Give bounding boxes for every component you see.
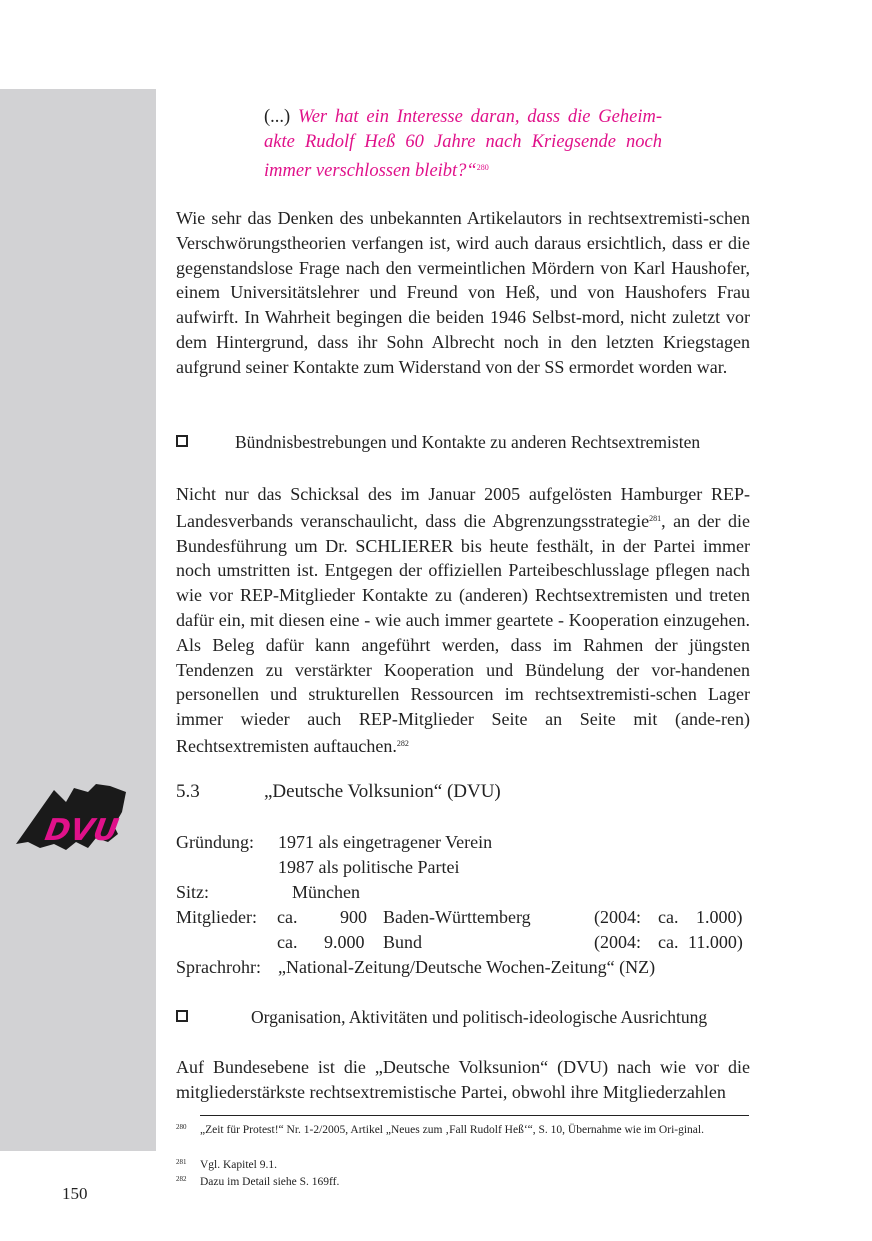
paragraph-dvu-bundesebene: Auf Bundesebene ist die „Deutsche Volksunion“ (DVU) nach wie vor die mitgliederstärkste rechtsextremistische Partei, obwohl ihre Mitgliederzahlen: [176, 1057, 750, 1102]
fact-row-mitglieder-bw: Mitglieder: ca. 900 Baden-Württemberg (2004: ca. 1.000): [176, 907, 743, 927]
page-number: 150: [62, 1184, 88, 1203]
footnote-ref-281[interactable]: 281: [649, 513, 662, 523]
heading-organisation: Organisation, Aktivitäten und politisch-ideologische Ausrichtung: [176, 1007, 750, 1028]
quote-ellipsis: (...): [264, 107, 291, 127]
fact-row-gruendung-2: 1987 als politische Partei: [278, 857, 460, 877]
footnote-280: 280 „Zeit für Protest!“ Nr. 1-2/2005, Artikel „Neues zum ‚Fall Rudolf Heß‘“, S. 10, Übernahme wie im Ori-ginal.: [176, 1123, 704, 1136]
section-title: „Deutsche Volksunion“ (DVU): [264, 781, 501, 802]
footnote-281: 281 Vgl. Kapitel 9.1.: [176, 1158, 277, 1171]
page-margin-band: [0, 89, 156, 1151]
fact-row-sprachrohr: Sprachrohr: „National-Zeitung/Deutsche Wochen-Zeitung“ (NZ): [176, 957, 656, 977]
fact-row-mitglieder-bund: ca. 9.000 Bund (2004: ca. 11.000): [277, 932, 743, 952]
checkbox-square-icon: [176, 435, 188, 447]
paragraph-haushofer: Wie sehr das Denken des unbekannten Artikelautors in rechtsextremisti-schen Verschwörungstheorien verfangen ist, wird auch daraus ersichtlich, dass er die gegenstandslose Frage nach den vermeintlichen Mördern von Karl Haushofer, einem Universitätslehrer und Freund von Heß, und von Haushofers Frau aufwirft. In Wahrheit begingen die beiden 1946 Selbst-mord, nicht zuletzt vor dem Hintergrund, dass ihr Sohn Albrecht noch in den letzten Kriegstagen aufgrund seiner Kontakte zum Widerstand von der SS ermordet worden war.: [176, 208, 750, 377]
block-quote: [264, 105, 662, 184]
heading-buendnisbestrebungen: Bündnisbestrebungen und Kontakte zu anderen Rechtsextremisten: [176, 432, 750, 453]
footnote-ref-282[interactable]: 282: [396, 738, 409, 748]
fact-table: [176, 830, 776, 980]
quote-text: Wer hat ein Interesse daran, dass die Geheim-akte Rudolf Heß 60 Jahre nach Kriegsende noch immer verschlossen bleibt?“: [264, 107, 663, 181]
footnote-282: 282 Dazu im Detail siehe S. 169ff.: [176, 1175, 340, 1188]
section-number: 5.3: [176, 781, 200, 802]
footnote-divider: [200, 1115, 749, 1116]
paragraph-rep-kontakte: Nicht nur das Schicksal des im Januar 2005 aufgelösten Hamburger REP-Landesverbands veranschaulicht, dass die Abgrenzungsstrategie$^{281}$, an der die Bundesführung um Dr. SCHLIERER bis heute festhält, in der Partei immer noch umstritten ist. Entgegen der offiziellen Parteibeschlusslage pflegen nach wie vor REP-Mitglieder Kontakte zu (anderen) Rechtsextremisten und treten dafür ein, mit diesen eine - wie auch immer geartete - Kooperation einzugehen. Als Beleg dafür kann angeführt werden, dass im Rahmen der jüngsten Tendenzen zu verstärkter Kooperation und Bündelung der vor-handenen personellen und strukturellen Ressourcen im rechtsextremisti-schen Lager immer wieder auch REP-Mitglieder Seite an Seite mit (ande-ren) Rechtsextremisten auftauchen.$^{282}$: [176, 484, 750, 756]
dvu-logo-text: DVU: [42, 813, 121, 848]
fact-row-sitz: Sitz: München: [176, 882, 360, 902]
fact-row-gruendung: Gründung: 1971 als eingetragener Verein: [176, 832, 493, 852]
dvu-logo: [14, 782, 130, 854]
checkbox-square-icon: [176, 1010, 188, 1022]
footnote-ref-280[interactable]: 280: [476, 163, 489, 172]
